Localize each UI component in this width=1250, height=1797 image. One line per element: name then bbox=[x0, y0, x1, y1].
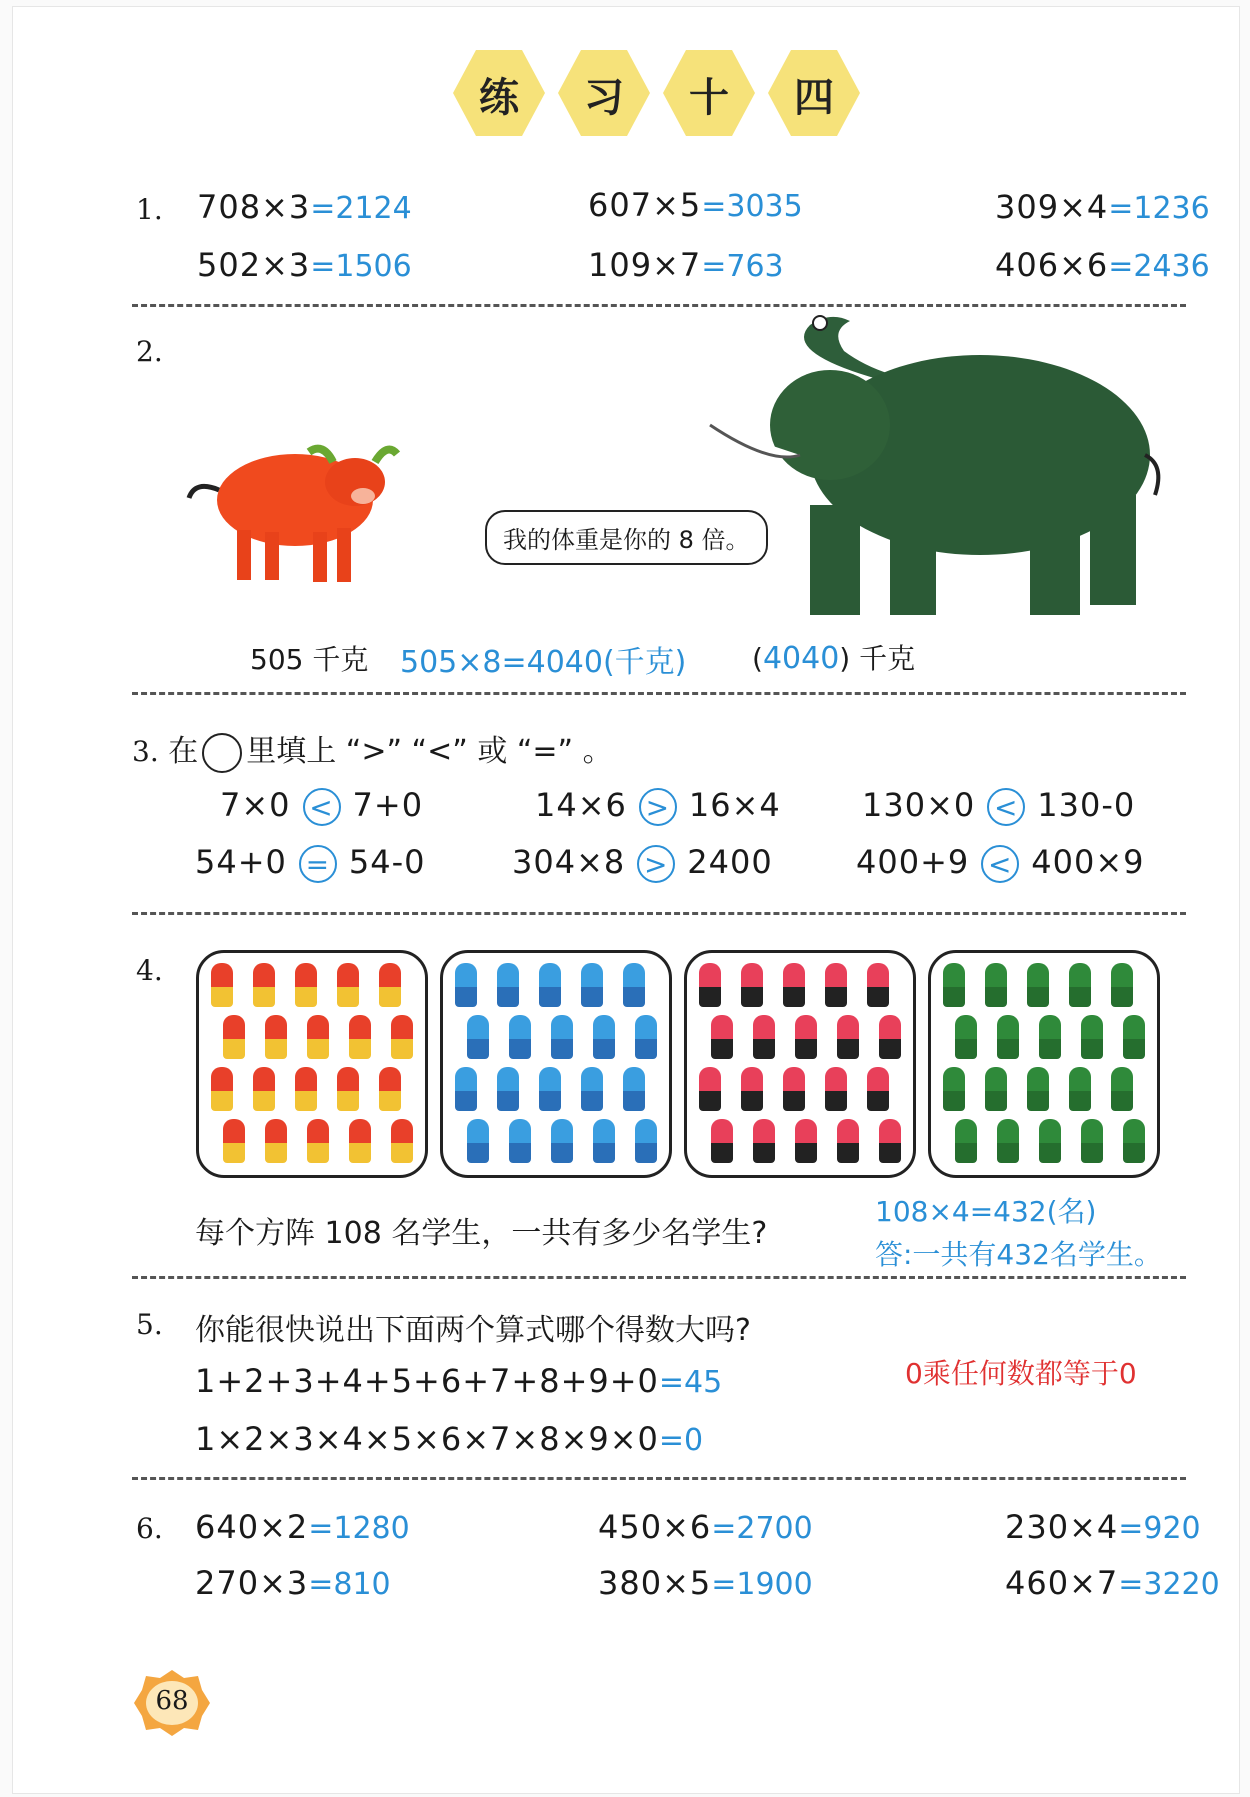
dancer-group-image bbox=[196, 950, 428, 1178]
martial-arts-group-image bbox=[440, 950, 672, 1178]
q1-item: 502×3=1506 bbox=[197, 246, 412, 284]
page-number-badge bbox=[132, 1668, 212, 1738]
elephant-illustration bbox=[690, 305, 1170, 635]
figure-icon bbox=[455, 1067, 477, 1111]
compare-sign[interactable]: = bbox=[299, 845, 337, 883]
q2-work: 505×8=4040(千克) bbox=[400, 645, 687, 680]
divider bbox=[132, 912, 1186, 915]
figure-icon bbox=[825, 963, 847, 1007]
figure-icon bbox=[295, 1067, 317, 1111]
figure-icon bbox=[349, 1119, 371, 1163]
q6-item: 270×3=810 bbox=[195, 1564, 391, 1602]
figure-icon bbox=[711, 1119, 733, 1163]
figure-icon bbox=[711, 1015, 733, 1059]
q6-item: 450×6=2700 bbox=[598, 1508, 813, 1546]
q5-expr2: 1×2×3×4×5×6×7×8×9×0=0 bbox=[195, 1420, 704, 1458]
q2-number: 2. bbox=[136, 335, 163, 368]
figure-icon bbox=[825, 1067, 847, 1111]
compare-sign[interactable]: > bbox=[637, 845, 675, 883]
figure-icon bbox=[581, 1067, 603, 1111]
figure-icon bbox=[223, 1015, 245, 1059]
figure-icon bbox=[467, 1119, 489, 1163]
figure-icon bbox=[1069, 1067, 1091, 1111]
bull-illustration bbox=[175, 420, 425, 600]
figure-icon bbox=[223, 1119, 245, 1163]
figure-icon bbox=[391, 1015, 413, 1059]
figure-icon bbox=[455, 963, 477, 1007]
figure-icon bbox=[379, 963, 401, 1007]
figure-icon bbox=[997, 1015, 1019, 1059]
figure-icon bbox=[879, 1015, 901, 1059]
title-char: 习 bbox=[584, 74, 624, 121]
compare-sign[interactable]: < bbox=[987, 788, 1025, 826]
compare-sign[interactable]: < bbox=[303, 788, 341, 826]
figure-icon bbox=[955, 1119, 977, 1163]
q6-item: 230×4=920 bbox=[1005, 1508, 1201, 1546]
figure-icon bbox=[635, 1119, 657, 1163]
figure-icon bbox=[539, 963, 561, 1007]
q4-work: 108×4=432(名) bbox=[875, 1195, 1097, 1228]
figure-icon bbox=[753, 1119, 775, 1163]
figure-icon bbox=[349, 1015, 371, 1059]
figure-icon bbox=[307, 1015, 329, 1059]
figure-icon bbox=[253, 1067, 275, 1111]
figure-icon bbox=[497, 963, 519, 1007]
figure-icon bbox=[593, 1119, 615, 1163]
compare-item: 7×0 < 7+0 bbox=[220, 786, 424, 824]
cheerleader-group-image bbox=[684, 950, 916, 1178]
figure-icon bbox=[955, 1015, 977, 1059]
q1-item: 607×5=3035 bbox=[588, 186, 803, 224]
figure-icon bbox=[509, 1015, 531, 1059]
figure-icon bbox=[497, 1067, 519, 1111]
compare-item: 54+0 = 54-0 bbox=[195, 843, 426, 881]
title-hex-3 bbox=[662, 48, 756, 138]
compare-sign[interactable]: < bbox=[981, 845, 1019, 883]
title-char: 四 bbox=[794, 74, 834, 121]
figure-icon bbox=[943, 1067, 965, 1111]
figure-icon bbox=[1039, 1015, 1061, 1059]
divider bbox=[132, 692, 1186, 695]
q1-item: 708×3=2124 bbox=[197, 188, 412, 226]
figure-icon bbox=[867, 1067, 889, 1111]
figure-icon bbox=[943, 963, 965, 1007]
q1-item: 109×7=763 bbox=[588, 246, 784, 284]
figure-icon bbox=[551, 1015, 573, 1059]
figure-icon bbox=[783, 1067, 805, 1111]
figure-icon bbox=[1069, 963, 1091, 1007]
elephant-weight: (4040) 千克 bbox=[752, 641, 916, 676]
figure-icon bbox=[307, 1119, 329, 1163]
figure-icon bbox=[1111, 1067, 1133, 1111]
figure-icon bbox=[391, 1119, 413, 1163]
figure-icon bbox=[1081, 1015, 1103, 1059]
figure-icon bbox=[211, 1067, 233, 1111]
figure-icon bbox=[1027, 963, 1049, 1007]
title-char: 练 bbox=[479, 74, 519, 121]
figure-icon bbox=[837, 1015, 859, 1059]
figure-icon bbox=[879, 1119, 901, 1163]
figure-icon bbox=[783, 963, 805, 1007]
figure-icon bbox=[997, 1119, 1019, 1163]
q4-question: 每个方阵 108 名学生，一共有多少名学生? bbox=[195, 1216, 768, 1251]
figure-icon bbox=[295, 963, 317, 1007]
title-hex-1 bbox=[452, 48, 546, 138]
figure-icon bbox=[741, 963, 763, 1007]
q1-item: 309×4=1236 bbox=[995, 188, 1210, 226]
title-hex-4 bbox=[767, 48, 861, 138]
q4-number: 4. bbox=[136, 954, 163, 987]
blank-circle-icon bbox=[202, 733, 242, 773]
q6-number: 6. bbox=[136, 1512, 163, 1545]
q5-expr1: 1+2+3+4+5+6+7+8+9+0=45 bbox=[195, 1362, 723, 1400]
figure-icon bbox=[265, 1015, 287, 1059]
q6-item: 380×5=1900 bbox=[598, 1564, 813, 1602]
figure-icon bbox=[337, 1067, 359, 1111]
figure-icon bbox=[1081, 1119, 1103, 1163]
figure-icon bbox=[795, 1119, 817, 1163]
figure-icon bbox=[635, 1015, 657, 1059]
figure-icon bbox=[379, 1067, 401, 1111]
figure-icon bbox=[1039, 1119, 1061, 1163]
title-hex-2 bbox=[557, 48, 651, 138]
soldier-group-image bbox=[928, 950, 1160, 1178]
figure-icon bbox=[467, 1015, 489, 1059]
figure-icon bbox=[867, 963, 889, 1007]
figure-icon bbox=[795, 1015, 817, 1059]
figure-icon bbox=[509, 1119, 531, 1163]
divider bbox=[132, 1276, 1186, 1279]
figure-icon bbox=[1123, 1015, 1145, 1059]
figure-icon bbox=[985, 1067, 1007, 1111]
figure-icon bbox=[623, 1067, 645, 1111]
figure-icon bbox=[741, 1067, 763, 1111]
figure-icon bbox=[593, 1015, 615, 1059]
figure-icon bbox=[539, 1067, 561, 1111]
divider bbox=[132, 1477, 1186, 1480]
compare-sign[interactable]: > bbox=[639, 788, 677, 826]
figure-icon bbox=[1027, 1067, 1049, 1111]
q1-number: 1. bbox=[136, 193, 163, 226]
compare-item: 130×0 < 130-0 bbox=[862, 786, 1136, 824]
figure-icon bbox=[337, 963, 359, 1007]
q6-item: 460×7=3220 bbox=[1005, 1564, 1220, 1602]
compare-item: 400+9 < 400×9 bbox=[856, 843, 1145, 881]
figure-icon bbox=[1111, 963, 1133, 1007]
figure-icon bbox=[699, 963, 721, 1007]
q3-prompt: 3. 在 里填上 “>” “<” 或 “=” 。 bbox=[132, 726, 613, 773]
page-number: 68 bbox=[155, 1686, 189, 1716]
figure-icon bbox=[1123, 1119, 1145, 1163]
q4-answer: 答:一共有432名学生。 bbox=[875, 1238, 1162, 1271]
compare-item: 14×6 > 16×4 bbox=[535, 786, 781, 824]
q6-item: 640×2=1280 bbox=[195, 1508, 410, 1546]
q5-question: 你能很快说出下面两个算式哪个得数大吗? bbox=[195, 1313, 751, 1348]
figure-icon bbox=[253, 963, 275, 1007]
cow-weight: 505 千克 bbox=[250, 643, 369, 676]
q5-note: 0乘任何数都等于0 bbox=[905, 1357, 1137, 1390]
figure-icon bbox=[837, 1119, 859, 1163]
title-char: 十 bbox=[689, 74, 729, 121]
figure-icon bbox=[623, 963, 645, 1007]
compare-item: 304×8 > 2400 bbox=[512, 843, 773, 881]
figure-icon bbox=[265, 1119, 287, 1163]
q5-number: 5. bbox=[136, 1308, 163, 1341]
speech-bubble: 我的体重是你的 8 倍。 bbox=[485, 510, 768, 565]
q1-item: 406×6=2436 bbox=[995, 246, 1210, 284]
figure-icon bbox=[211, 963, 233, 1007]
figure-icon bbox=[753, 1015, 775, 1059]
figure-icon bbox=[699, 1067, 721, 1111]
figure-icon bbox=[985, 963, 1007, 1007]
figure-icon bbox=[581, 963, 603, 1007]
figure-icon bbox=[551, 1119, 573, 1163]
